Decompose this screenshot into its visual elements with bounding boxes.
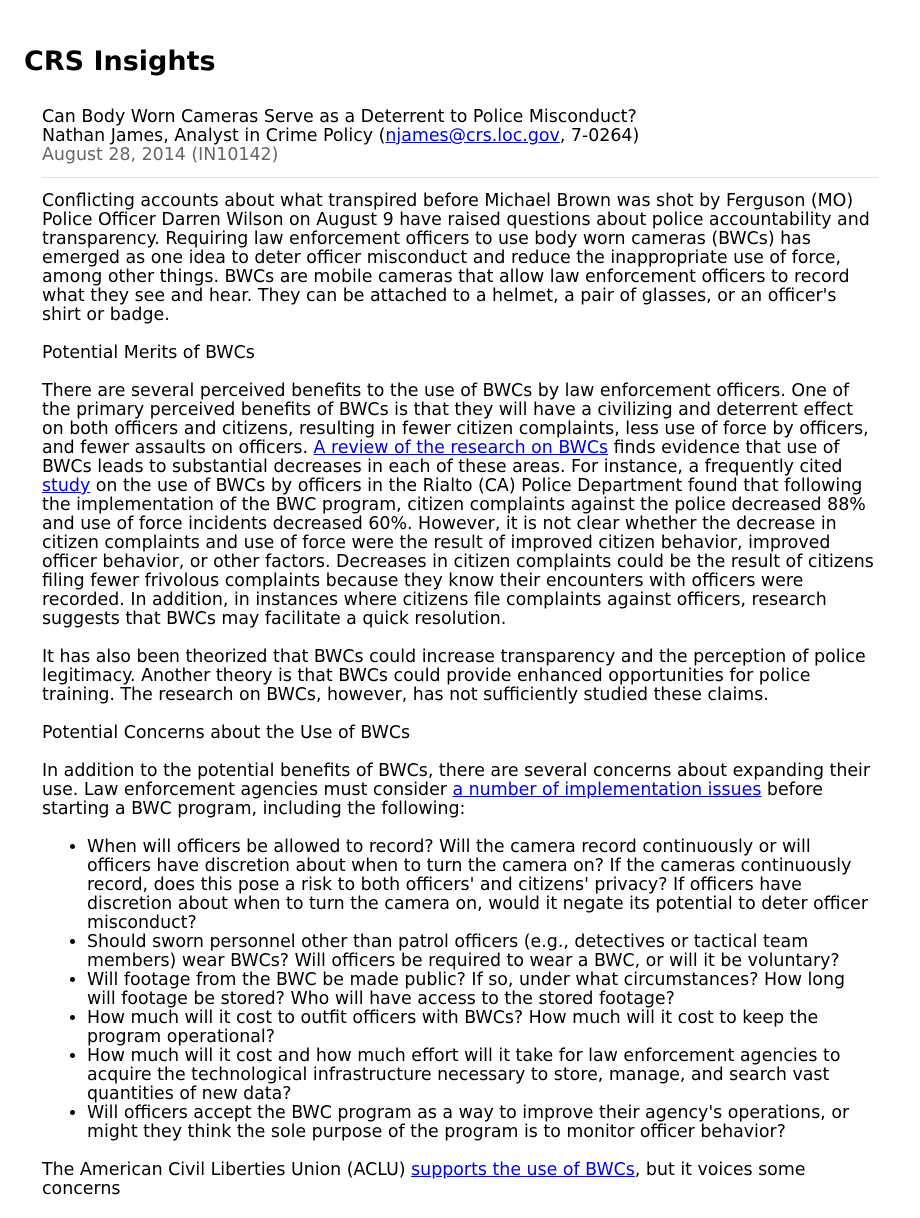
intro-paragraph: Conflicting accounts about what transpired before Michael Brown was shot by Ferguson (MO) Police Officer Darren Wilson on August 9 have raised questions about police accountability and transparency. Requiring law enforcement officers to use body worn cameras (BWCs) has emerged as one idea to deter officer misconduct and reduce the inappropriate use of force, among other things. BWCs are mobile cameras that allow law enforcement officers to record what they see and hear. They can be attached to a helmet, a pair of glasses, or an officer's shirt or badge. bbox=[42, 191, 870, 325]
merits-paragraph-1 bbox=[42, 382, 878, 629]
section-heading-concerns: Potential Concerns about the Use of BWCs bbox=[42, 723, 411, 743]
article-title: Can Body Worn Cameras Serve as a Deterrent to Police Misconduct? bbox=[42, 107, 637, 127]
implementation-issues-link[interactable]: a number of implementation issues bbox=[452, 780, 762, 800]
article-meta bbox=[42, 108, 878, 165]
list-item: • When will officers be allowed to record? Will the camera record continuously or will officers have discretion about when to turn the camera on? If the cameras continuously record, does this pose a risk to both officers' and citizens' privacy? If officers have discretion about when to turn the camera on, would it negate its potential to deter officer misconduct? bbox=[87, 838, 878, 933]
study-link[interactable]: study bbox=[42, 476, 91, 496]
aclu-text-b: , but it voices some concerns bbox=[42, 1160, 806, 1199]
concerns-list bbox=[42, 838, 878, 1142]
list-item: • Will footage from the BWC be made public? If so, under what circumstances? How long will footage be stored? Who will have access to the stored footage? bbox=[87, 971, 878, 1009]
list-item: • Will officers accept the BWC program as a way to improve their agency's operations, or might they think the sole purpose of the program is to monitor officer behavior? bbox=[87, 1104, 878, 1142]
aclu-paragraph bbox=[42, 1161, 878, 1199]
aclu-text-a: The American Civil Liberties Union (ACLU) bbox=[42, 1160, 412, 1180]
concerns-paragraph-1 bbox=[42, 762, 878, 819]
brand-title: CRS Insights bbox=[24, 46, 216, 77]
divider bbox=[42, 177, 878, 178]
author-line bbox=[42, 127, 878, 146]
section-heading-merits: Potential Merits of BWCs bbox=[42, 343, 255, 363]
author-name: Nathan James, Analyst in Crime Policy ( bbox=[42, 126, 386, 146]
page-header bbox=[24, 46, 216, 78]
merits-text-b: finds evidence that use of BWCs leads to substantial decreases in each of these areas. For instance, a frequently cited bbox=[42, 438, 843, 477]
list-item: • How much will it cost and how much effort will it take for law enforcement agencies to acquire the technological infrastructure necessary to store, manage, and search vast quantities of new data? bbox=[87, 1047, 878, 1104]
review-research-link[interactable]: A review of the research on BWCs bbox=[313, 438, 609, 458]
aclu-link[interactable]: supports the use of BWCs bbox=[411, 1160, 635, 1180]
concerns-text-b: before starting a BWC program, including the following: bbox=[42, 780, 823, 819]
author-email-link[interactable]: njames@crs.loc.gov bbox=[385, 126, 560, 146]
merits-text-c: on the use of BWCs by officers in the Rialto (CA) Police Department found that following the implementation of the BWC program, citizen complaints against the police decreased 88% and use of force incidents decreased 60%. However, it is not clear whether the decrease in citizen complaints and use of force were the result of improved citizen behavior, improved officer behavior, or other factors. Decreases in citizen complaints could be the result of citizens filing fewer frivolous complaints because they know their encounters with officers were recorded. In addition, in instances where citizens file complaints against officers, research suggests that BWCs may facilitate a quick resolution. bbox=[42, 476, 874, 629]
list-item: • Should sworn personnel other than patrol officers (e.g., detectives or tactical team members) wear BWCs? Will officers be required to wear a BWC, or will it be voluntary? bbox=[87, 933, 878, 971]
author-phone: , 7-0264) bbox=[559, 126, 640, 146]
merits-text-a: There are several perceived benefits to the use of BWCs by law enforcement officers. One of the primary perceived benefits of BWCs is that they will have a civilizing and deterrent effect on both officers and citizens, resulting in fewer citizen complaints, less use of force by officers, and fewer assaults on officers. bbox=[42, 381, 869, 458]
publication-date: August 28, 2014 (IN10142) bbox=[42, 145, 279, 165]
list-item: • How much will it cost to outfit officers with BWCs? How much will it cost to keep the program operational? bbox=[87, 1009, 878, 1047]
merits-paragraph-2: It has also been theorized that BWCs could increase transparency and the perception of police legitimacy. Another theory is that BWCs could provide enhanced opportunities for police training. The research on BWCs, however, has not sufficiently studied these claims. bbox=[42, 647, 866, 705]
concerns-text-a: In addition to the potential benefits of BWCs, there are several concerns about expanding their use. Law enforcement agencies must consider bbox=[42, 761, 871, 800]
article bbox=[42, 108, 878, 1218]
